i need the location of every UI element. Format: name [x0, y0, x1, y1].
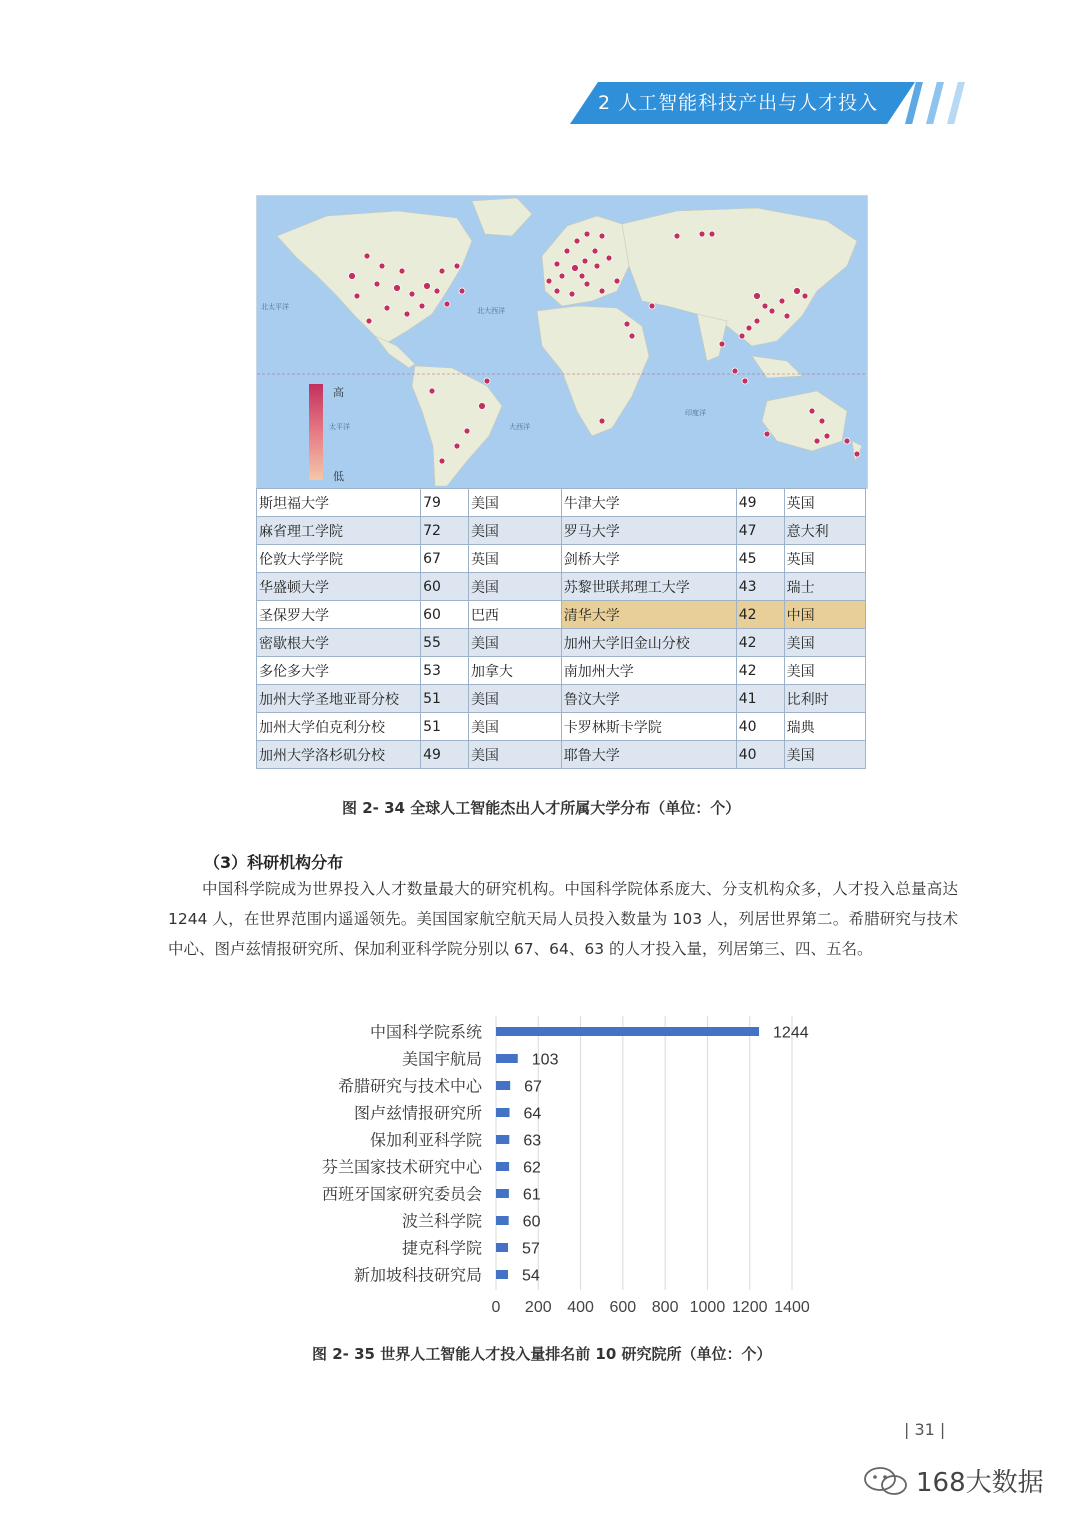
bar	[496, 1162, 509, 1171]
table-cell: 加州大学圣地亚哥分校	[257, 685, 421, 713]
table-cell: 49	[736, 489, 784, 517]
x-tick-label: 600	[609, 1299, 637, 1316]
table-cell: 英国	[784, 545, 865, 573]
x-tick-label: 1400	[774, 1299, 810, 1316]
wechat-icon	[862, 1466, 910, 1496]
bar	[496, 1216, 509, 1225]
x-tick-label: 200	[524, 1299, 552, 1316]
table-cell: 40	[736, 741, 784, 769]
bar-chart-svg	[300, 1010, 840, 1320]
category-label: 波兰科学院	[401, 1211, 482, 1231]
ocean-label: 印度洋	[685, 409, 706, 417]
header-stripe	[947, 82, 965, 124]
section-heading: （3）科研机构分布	[204, 853, 344, 872]
category-label: 保加利亚科学院	[369, 1130, 482, 1150]
table-cell: 多伦多大学	[257, 657, 421, 685]
table-row	[257, 601, 866, 629]
table-row	[257, 741, 866, 769]
table-row	[257, 685, 866, 713]
table-row	[257, 545, 866, 573]
category-label: 图卢兹情报研究所	[353, 1103, 482, 1123]
table-cell: 美国	[468, 713, 561, 741]
table-cell: 79	[421, 489, 469, 517]
category-label: 中国科学院系统	[369, 1022, 482, 1042]
table-cell: 45	[736, 545, 784, 573]
body-paragraph: 中国科学院成为世界投入人才数量最大的研究机构。中国科学院体系庞大、分支机构众多，人才投入总量高达 1244 人，在世界范围内遥遥领先。美国国家航空航天局人员投入数量为 103 人，列居世界第二。希腊研究与技术中心、图卢兹情报研究所、保加利亚科学院分别以 67、64、63 的人才投入量，列居第三、四、五名。	[168, 880, 958, 958]
legend-high-label: 高	[333, 386, 344, 399]
table-cell: 意大利	[784, 517, 865, 545]
table-row	[257, 517, 866, 545]
bar-value-label: 62	[523, 1159, 541, 1177]
table-cell: 51	[421, 713, 469, 741]
figure-caption-2-34: 图 2- 34 全球人工智能杰出人才所属大学分布（单位：个）	[342, 799, 741, 817]
table-cell: 瑞典	[784, 713, 865, 741]
x-tick-label: 800	[651, 1299, 679, 1316]
table-cell: 53	[421, 657, 469, 685]
table-cell: 42	[736, 629, 784, 657]
table-cell: 40	[736, 713, 784, 741]
table-cell: 55	[421, 629, 469, 657]
table-row	[257, 713, 866, 741]
table-cell: 42	[736, 657, 784, 685]
table-cell: 清华大学	[561, 601, 736, 629]
bar	[496, 1054, 518, 1063]
table-cell: 英国	[784, 489, 865, 517]
table-cell: 42	[736, 601, 784, 629]
bar-value-label: 57	[522, 1240, 540, 1258]
table-cell: 47	[736, 517, 784, 545]
table-cell: 南加州大学	[561, 657, 736, 685]
bar-value-label: 1244	[773, 1024, 809, 1042]
table-cell: 美国	[468, 629, 561, 657]
bar-value-label: 60	[522, 1213, 541, 1231]
bar	[496, 1189, 509, 1198]
table-cell: 比利时	[784, 685, 865, 713]
table-cell: 罗马大学	[561, 517, 736, 545]
table-cell: 斯坦福大学	[257, 489, 421, 517]
category-label: 美国宇航局	[401, 1049, 482, 1069]
table-cell: 华盛顿大学	[257, 573, 421, 601]
header-stripe	[926, 82, 944, 124]
table-cell: 美国	[468, 573, 561, 601]
table-cell: 鲁汶大学	[561, 685, 736, 713]
bar-value-label: 54	[522, 1267, 540, 1285]
bar-value-label: 67	[524, 1078, 542, 1096]
table-cell: 美国	[784, 741, 865, 769]
table-row	[257, 657, 866, 685]
table-row	[257, 573, 866, 601]
chapter-title: 2 人工智能科技产出与人才投入	[598, 92, 879, 114]
table-cell: 耶鲁大学	[561, 741, 736, 769]
table-cell: 43	[736, 573, 784, 601]
x-tick-label: 400	[567, 1299, 594, 1316]
bar	[496, 1135, 509, 1144]
table-cell: 伦敦大学学院	[257, 545, 421, 573]
university-table	[256, 488, 866, 769]
table-cell: 60	[421, 601, 469, 629]
bar	[496, 1108, 510, 1117]
bar-value-label: 61	[522, 1186, 541, 1204]
table-cell: 美国	[784, 657, 865, 685]
bar	[496, 1027, 759, 1036]
table-cell: 巴西	[468, 601, 561, 629]
table-cell: 加拿大	[468, 657, 561, 685]
bar-value-label: 103	[531, 1051, 559, 1069]
table-cell: 剑桥大学	[561, 545, 736, 573]
watermark-text: 168大数据	[916, 1468, 1044, 1498]
category-label: 西班牙国家研究委员会	[321, 1184, 482, 1204]
table-cell: 41	[736, 685, 784, 713]
x-tick-label: 0	[491, 1299, 501, 1316]
ocean-label: 太平洋	[329, 423, 350, 431]
table-cell: 51	[421, 685, 469, 713]
bar	[496, 1081, 510, 1090]
table-cell: 加州大学伯克利分校	[257, 713, 421, 741]
table-row	[257, 489, 866, 517]
table-cell: 英国	[468, 545, 561, 573]
legend-low-label: 低	[333, 470, 344, 483]
x-tick-label: 1200	[731, 1299, 768, 1316]
category-label: 希腊研究与技术中心	[337, 1076, 482, 1096]
table-cell: 加州大学洛杉矶分校	[257, 741, 421, 769]
table-cell: 美国	[468, 517, 561, 545]
table-cell: 72	[421, 517, 469, 545]
ocean-label: 北大西洋	[477, 307, 505, 315]
table-row	[257, 629, 866, 657]
map-legend-gradient	[309, 384, 323, 480]
bar-value-label: 63	[523, 1132, 542, 1150]
table-cell: 美国	[468, 685, 561, 713]
bar	[496, 1270, 508, 1279]
category-label: 新加坡科技研究局	[353, 1265, 482, 1285]
table-cell: 麻省理工学院	[257, 517, 421, 545]
table-cell: 密歇根大学	[257, 629, 421, 657]
world-map-graphic	[257, 196, 867, 488]
ocean-label: 北太平洋	[261, 303, 289, 311]
table-cell: 60	[421, 573, 469, 601]
watermark	[862, 1462, 1044, 1499]
table-cell: 牛津大学	[561, 489, 736, 517]
page-number: | 31 |	[904, 1420, 946, 1439]
table-cell: 加州大学旧金山分校	[561, 629, 736, 657]
category-label: 捷克科学院	[401, 1238, 482, 1258]
table-cell: 卡罗林斯卡学院	[561, 713, 736, 741]
table-cell: 美国	[784, 629, 865, 657]
category-label: 芬兰国家技术研究中心	[321, 1157, 482, 1177]
bar-value-label: 64	[523, 1105, 542, 1123]
table-cell: 瑞士	[784, 573, 865, 601]
table-cell: 苏黎世联邦理工大学	[561, 573, 736, 601]
ocean-label: 大西洋	[509, 423, 530, 431]
table-cell: 美国	[468, 741, 561, 769]
table-cell: 美国	[468, 489, 561, 517]
table-cell: 圣保罗大学	[257, 601, 421, 629]
research-institute-bar-chart	[300, 1010, 840, 1324]
table-cell: 中国	[784, 601, 865, 629]
table-cell: 49	[421, 741, 469, 769]
table-cell: 67	[421, 545, 469, 573]
bar	[496, 1243, 508, 1252]
x-tick-label: 1000	[689, 1299, 726, 1316]
figure-caption-2-35: 图 2- 35 世界人工智能人才投入量排名前 10 研究院所（单位：个）	[312, 1345, 772, 1363]
world-map	[256, 195, 868, 489]
